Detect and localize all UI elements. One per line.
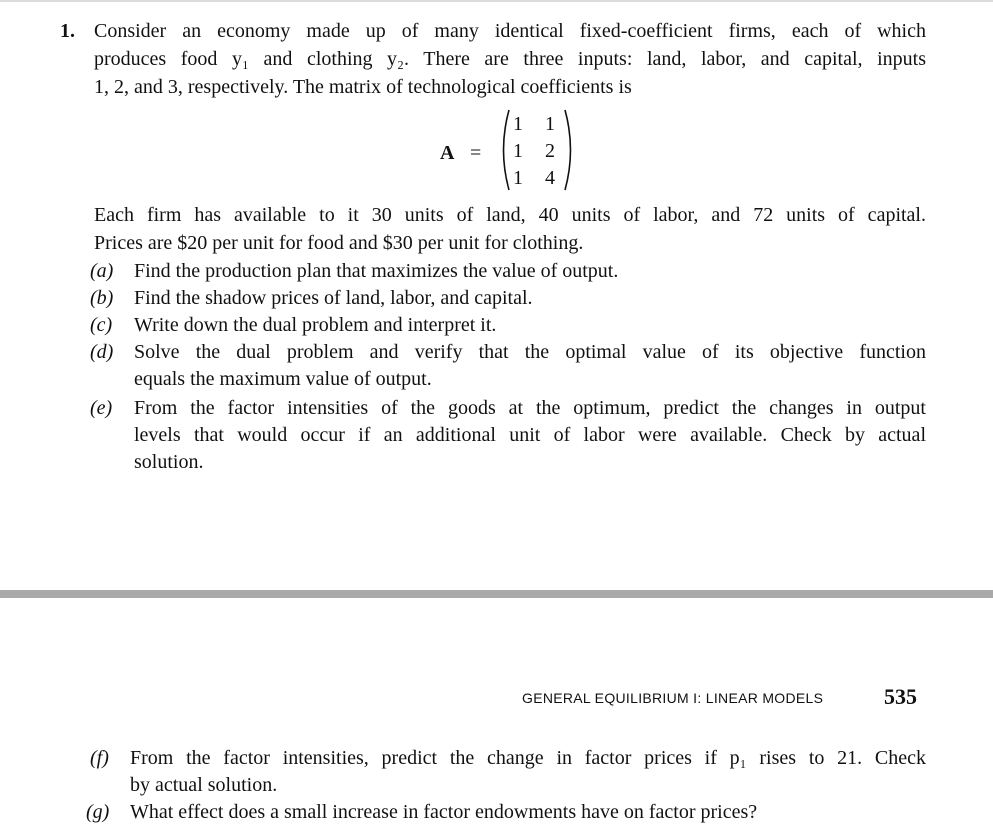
part-letter: (c) — [90, 314, 113, 336]
part-letter: (b) — [90, 287, 114, 309]
problem-number: 1. — [60, 20, 75, 42]
matrix-cell: 4 — [545, 167, 555, 189]
matrix-cell: 1 — [513, 140, 523, 162]
part-text: Find the production plan that maximizes the value of output. — [134, 260, 619, 282]
part-text: solution. — [134, 451, 204, 473]
part-text: Write down the dual problem and interpret it. — [134, 314, 497, 336]
page-lower — [0, 598, 993, 836]
part-text: equals the maximum value of output. — [134, 368, 432, 390]
part-text: Solve the dual problem and verify that the optimal value of its objective function — [134, 341, 926, 363]
matrix-cell: 1 — [545, 113, 555, 135]
intro-line-2: produces food y₁ and clothing y₂. There are three inputs: land, labor, and capital, inputs — [94, 48, 926, 70]
matrix-cell: 1 — [513, 113, 523, 135]
part-letter: (e) — [90, 397, 113, 419]
cut-off-next-line — [0, 830, 993, 836]
part-text: From the factor intensities, predict the change in factor prices if p₁ rises to 21. Check — [130, 747, 926, 769]
right-paren-icon — [562, 108, 578, 192]
endowment-line: Each firm has available to it 30 units of land, 40 units of labor, and 72 units of capital. — [94, 204, 926, 226]
matrix-cell: 2 — [545, 140, 555, 162]
part-text: Find the shadow prices of land, labor, and capital. — [134, 287, 533, 309]
part-text: From the factor intensities of the goods at the optimum, predict the changes in output — [134, 397, 926, 419]
matrix-equals: = — [470, 142, 482, 164]
matrix-cell: 1 — [513, 167, 523, 189]
part-letter: (g) — [86, 801, 110, 823]
running-head: GENERAL EQUILIBRIUM I: LINEAR MODELS — [522, 690, 824, 706]
part-text: by actual solution. — [130, 774, 278, 796]
part-letter: (f) — [90, 747, 109, 769]
page-divider — [0, 590, 993, 598]
intro-line-3: 1, 2, and 3, respectively. The matrix of technological coefficients is — [94, 76, 632, 98]
part-text: What effect does a small increase in factor endowments have on factor prices? — [130, 801, 758, 823]
page-number: 535 — [884, 684, 917, 709]
coefficient-matrix — [440, 108, 600, 198]
part-letter: (a) — [90, 260, 114, 282]
prices-line: Prices are $20 per unit for food and $30 per unit for clothing. — [94, 232, 584, 254]
part-letter: (d) — [90, 341, 114, 363]
matrix-label: A — [440, 142, 455, 164]
intro-line-1: Consider an economy made up of many identical fixed-coefficient firms, each of which — [94, 20, 926, 42]
part-text: levels that would occur if an additional unit of labor were available. Check by actual — [134, 424, 926, 446]
